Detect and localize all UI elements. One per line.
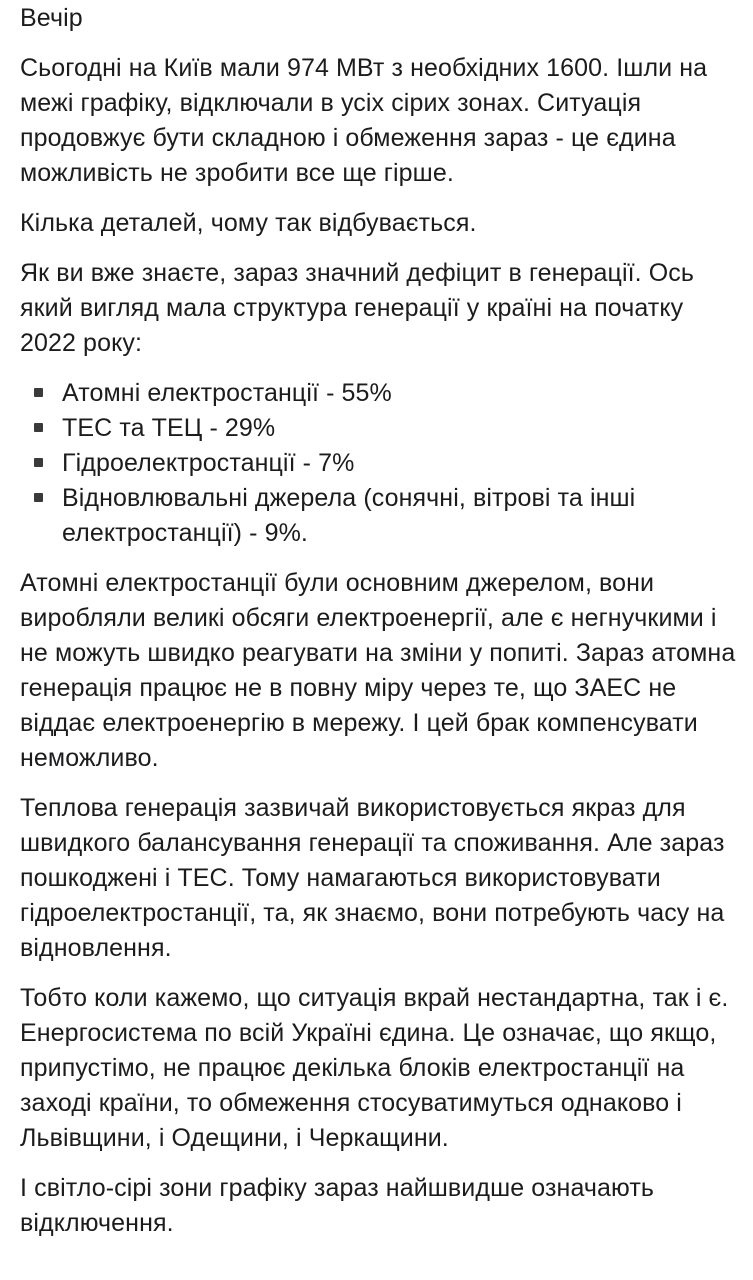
list-item-text: Відновлювальні джерела (сонячні, вітрові та інші електростанції) - 9%. xyxy=(62,484,636,547)
list-item xyxy=(20,411,739,446)
paragraph-7: І світло-сірі зони графіку зараз найшвидше означають відключення. xyxy=(20,1174,655,1237)
paragraph-5: Теплова генерація зазвичай використовується якраз для швидкого балансування генерації та споживання. Але зараз пошкоджені і ТЕС. Тому намагаються використовувати гідроелектростанції, та, як знаємо, вони потребують часу на відновлення. xyxy=(20,794,725,962)
paragraph-6: Тобто коли кажемо, що ситуація вкрай нестандартна, так і є. Енергосистема по всій Україні єдина. Це означає, що якщо, припустімо, не працює декілька блоків електростанції на заході країни, то обмеження стосуватимуться однаково і Львівщини, і Одещини, і Черкащини. xyxy=(20,984,729,1152)
square-bullet-icon xyxy=(34,388,43,397)
paragraph-2: Кілька деталей, чому так відбувається. xyxy=(20,209,477,237)
paragraph-4: Атомні електростанції були основним джерелом, вони виробляли великі обсяги електроенергії, але є негнучкими і не можуть швидко реагувати на зміни у попиті. Зараз атомна генерація працює не в повну міру через те, що ЗАЕС не віддає електроенергію в мережу. І цей брак компенсувати неможливо. xyxy=(20,569,736,772)
square-bullet-icon xyxy=(34,493,43,502)
square-bullet-icon xyxy=(34,423,43,432)
paragraph-3: Як ви вже знаєте, зараз значний дефіцит в генерації. Ось який вигляд мала структура генерації у країні на початку 2022 року: xyxy=(20,259,695,357)
list-item xyxy=(20,481,739,551)
generation-structure-list xyxy=(20,376,739,551)
list-item-text: Атомні електростанції - 55% xyxy=(62,379,392,407)
list-item xyxy=(20,376,739,411)
list-item-text: Гідроелектростанції - 7% xyxy=(62,449,355,477)
list-item-text: ТЕС та ТЕЦ - 29% xyxy=(62,414,276,442)
list-item xyxy=(20,446,739,481)
post-title: Вечір xyxy=(20,4,83,32)
square-bullet-icon xyxy=(34,458,43,467)
paragraph-1: Сьогодні на Київ мали 974 МВт з необхідних 1600. Ішли на межі графіку, відключали в усіх сірих зонах. Ситуація продовжує бути складною і обмеження зараз - це єдина можливість не зробити все ще гірше. xyxy=(20,54,708,187)
